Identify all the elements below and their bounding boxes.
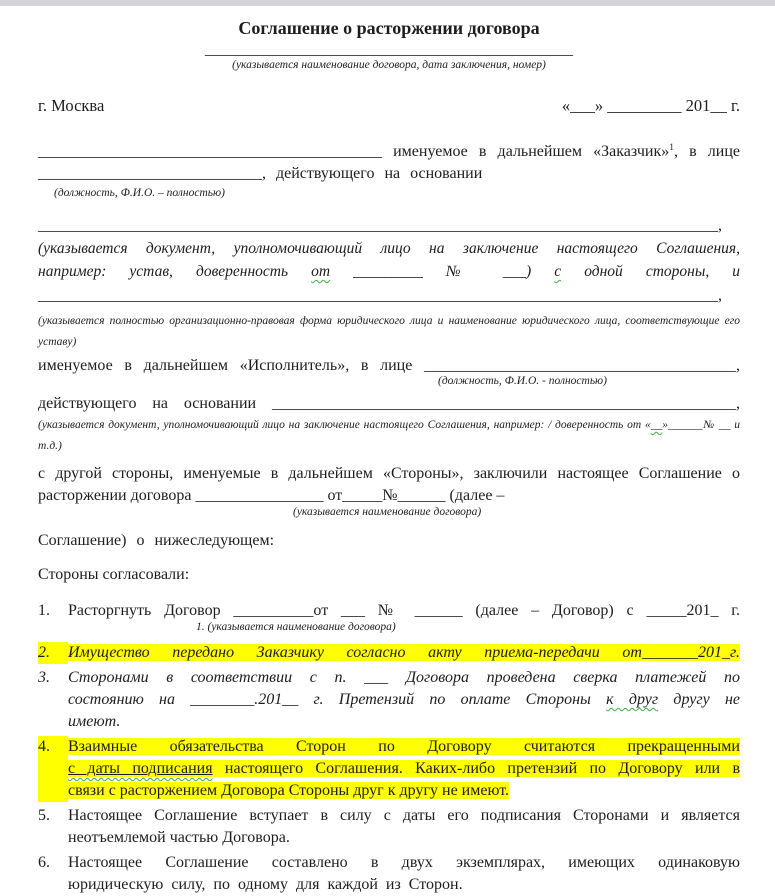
item-4-line3-highlighted: связи с расторжением Договора Стороны друг к другу не имеют.: [68, 782, 509, 799]
grammar-check-ot: от: [311, 263, 331, 280]
basis-line: [38, 393, 740, 415]
item-1-caption-number: 1.: [196, 621, 205, 633]
item-2-body: [68, 642, 740, 664]
org-name-blank-line: _____________________________________________________________________________________,: [38, 287, 722, 304]
customer-line: [38, 141, 740, 163]
authority-caption-line1: (указывается документ, уполномочивающий лицо на заключение настоящего Соглашения,: [38, 240, 740, 257]
basis-blank: __________________________________________________________,: [272, 395, 740, 412]
list-item-4: [38, 736, 740, 802]
agreed-heading: Стороны согласовали:: [38, 566, 190, 583]
executor-text: именуемое в дальнейшем «Исполнитель», в лице: [38, 357, 424, 374]
authority-caption-text-c: одной стороны, и: [561, 263, 741, 280]
attorney-name-blank: ____________________________: [38, 165, 262, 182]
city-label: г. Москва: [38, 96, 105, 115]
basis-caption-text-a: (указывается документ, уполномочивающий лицо на заключение настоящего Соглашения, например: / доверенность от «: [38, 419, 651, 431]
basis-caption-line1: [38, 415, 740, 436]
parties-line2: расторжении договора ________________ от_____№______ (далее –: [38, 487, 505, 504]
executor-name-blank: _______________________________________,: [424, 357, 740, 374]
grammar-check-k-drug: к друг: [606, 691, 659, 708]
attorney-line: [38, 163, 740, 185]
list-item-6: [38, 852, 740, 896]
list-item-2: [38, 642, 740, 664]
numbered-list: [38, 600, 740, 896]
item-1-caption-text: (указывается наименование договора): [204, 621, 396, 633]
grammar-check-s: с: [554, 263, 562, 280]
grammar-check-blank: __: [650, 419, 663, 431]
position-caption: (должность, Ф.И.О. – полностью): [54, 187, 225, 199]
item-3-line2-a: состоянию на ________.201__ г. Претензий по оплате Стороны: [68, 691, 607, 708]
list-item-5: [38, 805, 740, 849]
item-4-number: 4.: [38, 736, 68, 802]
executor-position-caption: (должность, Ф.И.О. - полностью): [438, 375, 607, 387]
item-6-body: [68, 852, 740, 896]
item-4-line2-rest: настоящего Соглашения. Каких-либо претензий по Договору или в: [212, 760, 740, 777]
item-6-line1: Настоящее Соглашение составлено в двух экземплярах, имеющих одинаковую: [68, 854, 740, 871]
list-item-3: [38, 667, 740, 733]
item-4-line1-highlighted: Взаимные обязательства Сторон по Договору считаются прекращенными: [68, 738, 740, 755]
item-5-line1: Настоящее Соглашение вступает в силу с даты его подписания Сторонами и является: [68, 807, 740, 824]
agreement-intro-line: Соглашение) о нижеследующем:: [38, 532, 275, 549]
item-1-body: [68, 600, 740, 639]
basis-caption-line2: т.д.): [38, 440, 62, 452]
item-4-line2-highlighted: [68, 760, 740, 777]
item-3-body: [68, 667, 740, 733]
basis-caption-text-b: »______№ __ и: [662, 419, 741, 431]
customer-text: именуемое в дальнейшем «Заказчик»: [382, 143, 670, 160]
item-3-line2: [68, 689, 740, 711]
attorney-tail: , действующего на основании: [262, 165, 483, 182]
contract-name-blank: ______________________________________________: [205, 41, 573, 58]
item-5-number: 5.: [38, 807, 50, 824]
document-title: Соглашение о расторжении договора: [238, 18, 540, 38]
item-1-number: 1.: [38, 602, 50, 619]
item-6-line2: юридическую силу, по одному для каждой из Сторон.: [68, 876, 463, 893]
contract-name-caption: (указывается наименование договора, дата заключения, номер): [232, 59, 546, 71]
item-6-number: 6.: [38, 854, 50, 871]
parties-line1: с другой стороны, именуемые в дальнейшем «Стороны», заключили настоящее Соглашение о: [38, 465, 740, 482]
item-1-caption: [196, 620, 740, 635]
item-3-line3: имеют.: [68, 713, 121, 730]
contract-name-caption2: (указывается наименование договора): [293, 506, 482, 518]
executor-line: [38, 355, 740, 377]
item-2-text-highlighted: Имущество передано Заказчику согласно акту приема-передачи от_______201_г.: [68, 644, 740, 661]
item-3-number: 3.: [38, 669, 50, 686]
list-item-1: [38, 600, 740, 639]
city-date-row: [38, 95, 740, 117]
authority-caption-blank: _________ № ___): [330, 263, 555, 280]
item-5-body: [68, 805, 740, 849]
item-5-line2: неотъемлемой частью Договора.: [68, 829, 290, 846]
authority-blank-line: _____________________________________________________________________________________,: [38, 217, 722, 234]
document-page: [0, 6, 775, 896]
date-blank: «___» _________ 201__ г.: [561, 96, 740, 115]
item-1-text: Расторгнуть Договор __________от ___ № ______ (далее – Договор) с _____201_ г.: [68, 602, 740, 619]
item-3-line2-b: другу не: [658, 691, 741, 708]
org-form-caption-line1: (указывается полностью организационно-правовая форма юридического лица и наименование юридического лица, соответствующие его: [38, 315, 740, 327]
authority-caption-line2: [38, 260, 740, 283]
basis-text: действующего на основании: [38, 395, 272, 412]
grammar-check-date-phrase: с даты подписания: [68, 760, 213, 777]
item-4-body: [68, 736, 740, 802]
underlined-phrase: [68, 760, 213, 777]
item-3-line1: Сторонами в соответствии с п. ___ Договора проведена сверка платежей по: [68, 669, 740, 686]
customer-name-blank: ___________________________________________: [38, 143, 382, 160]
item-2-number: 2.: [38, 642, 68, 664]
footnote-reference: 1: [669, 143, 674, 153]
customer-tail: , в лице: [674, 143, 740, 160]
org-form-caption-line2: уставу): [38, 336, 77, 348]
authority-caption-text-a: например: устав, доверенность: [38, 263, 312, 280]
